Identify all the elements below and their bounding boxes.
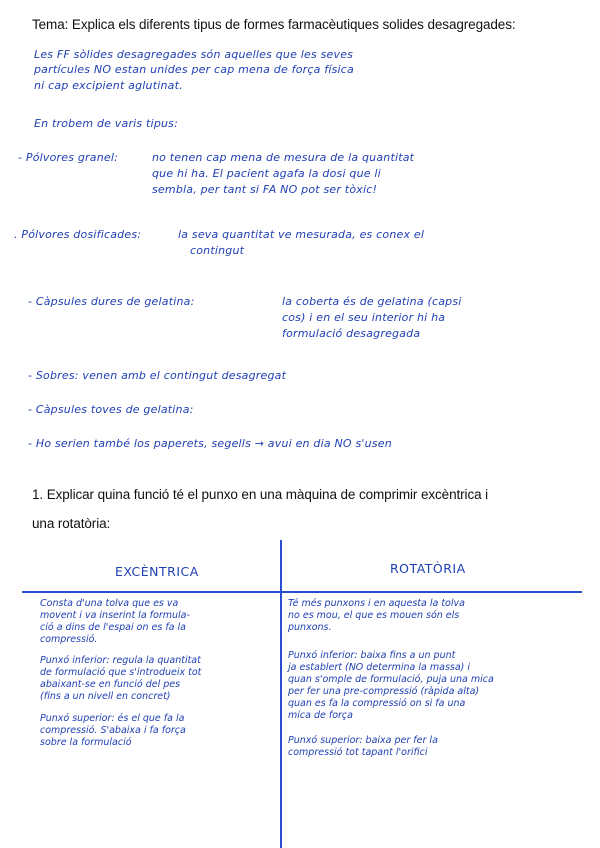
- item-capsules-dures-line-2: cos) i en el seu interior hi ha: [282, 311, 446, 324]
- intro-line-1: Les FF sòlides desagregades són aquelles que les seves: [34, 48, 354, 61]
- intro-line-2: partícules NO estan unides per cap mena de força física: [34, 63, 354, 76]
- rotatoria-p1-line-1: Té més punxons i en aquesta la tolva: [288, 598, 465, 609]
- excentrica-p2-line-1: Punxó inferior: regula la quantitat: [40, 655, 201, 666]
- rotatoria-p3-line-2: compressió tot tapant l'orifici: [288, 747, 428, 758]
- rotatoria-p1-line-3: punxons.: [288, 622, 332, 633]
- item-pols-granel-line-1: no tenen cap mena de mesura de la quantitat: [152, 151, 415, 164]
- excentrica-p1-line-4: compressió.: [40, 634, 98, 645]
- page-title: Tema: Explica els diferents tipus de formes farmacèutiques solides desagregades:: [32, 17, 516, 32]
- excentrica-p3-line-1: Punxó superior: és el que fa la: [40, 713, 185, 724]
- rotatoria-p1-line-2: no es mou, el que es mouen són els: [288, 610, 460, 621]
- excentrica-p1-line-2: movent i va inserint la formula-: [40, 610, 190, 621]
- rotatoria-p2-line-2: ja establert (NO determina la massa) i: [288, 662, 471, 673]
- excentrica-p1-line-3: ció a dins de l'espai on es fa la: [40, 622, 186, 633]
- rotatoria-p2-line-5: quan es fa la compressió on si fa una: [288, 698, 466, 709]
- column-header-excentrica: EXCÈNTRICA: [115, 564, 199, 579]
- rotatoria-p2-line-6: mica de força: [288, 710, 353, 721]
- types-intro: En trobem de varis tipus:: [34, 117, 179, 130]
- rotatoria-p2-line-4: per fer una pre-compressió (ràpida alta): [288, 686, 480, 697]
- excentrica-p2-line-4: (fins a un nivell en concret): [40, 691, 171, 702]
- item-pols-dosificades-label: . Pólvores dosificades:: [14, 228, 142, 241]
- question-line-2: una rotatòria:: [32, 516, 111, 531]
- column-header-rotatoria: ROTATÒRIA: [390, 561, 466, 576]
- rotatoria-p3-line-1: Punxó superior: baixa per fer la: [288, 735, 438, 746]
- item-pols-dosificades-line-1: la seva quantitat ve mesurada, es conex el: [178, 228, 425, 241]
- rotatoria-p2-line-3: quan s'omple de formulació, puja una mica: [288, 674, 494, 685]
- table-vertical-divider: [280, 540, 282, 848]
- item-capsules-dures-line-3: formulació desagregada: [282, 327, 421, 340]
- intro-line-3: ni cap excipient aglutinat.: [34, 79, 183, 92]
- item-pols-granel-line-2: que hi ha. El pacient agafa la dosi que li: [152, 167, 381, 180]
- item-sobres: - Sobres: venen amb el contingut desagregat: [28, 369, 287, 382]
- item-pols-dosificades-line-2: contingut: [190, 244, 245, 257]
- item-pols-granel-label: - Pólvores granel:: [18, 151, 118, 164]
- rotatoria-p2-line-1: Punxó inferior: baixa fins a un punt: [288, 650, 456, 661]
- excentrica-p3-line-3: sobre la formulació: [40, 737, 132, 748]
- excentrica-p1-line-1: Consta d'una tolva que es va: [40, 598, 179, 609]
- item-capsules-dures-line-1: la coberta és de gelatina (capsi: [282, 295, 462, 308]
- question-line-1: 1. Explicar quina funció té el punxo en una màquina de comprimir excèntrica i: [32, 487, 489, 502]
- table-header-rule: [22, 591, 582, 593]
- item-paperets: - Ho serien també los paperets, segells → avui en dia NO s'usen: [28, 437, 392, 450]
- excentrica-p3-line-2: compressió. S'abaixa i fa força: [40, 725, 186, 736]
- item-pols-granel-line-3: sembla, per tant si FA NO pot ser tòxic!: [152, 183, 378, 196]
- excentrica-p2-line-3: abaixant-se en funció del pes: [40, 679, 181, 690]
- excentrica-p2-line-2: de formulació que s'introdueix tot: [40, 667, 202, 678]
- item-capsules-toves: - Càpsules toves de gelatina:: [28, 403, 194, 416]
- item-capsules-dures-label: - Càpsules dures de gelatina:: [28, 295, 195, 308]
